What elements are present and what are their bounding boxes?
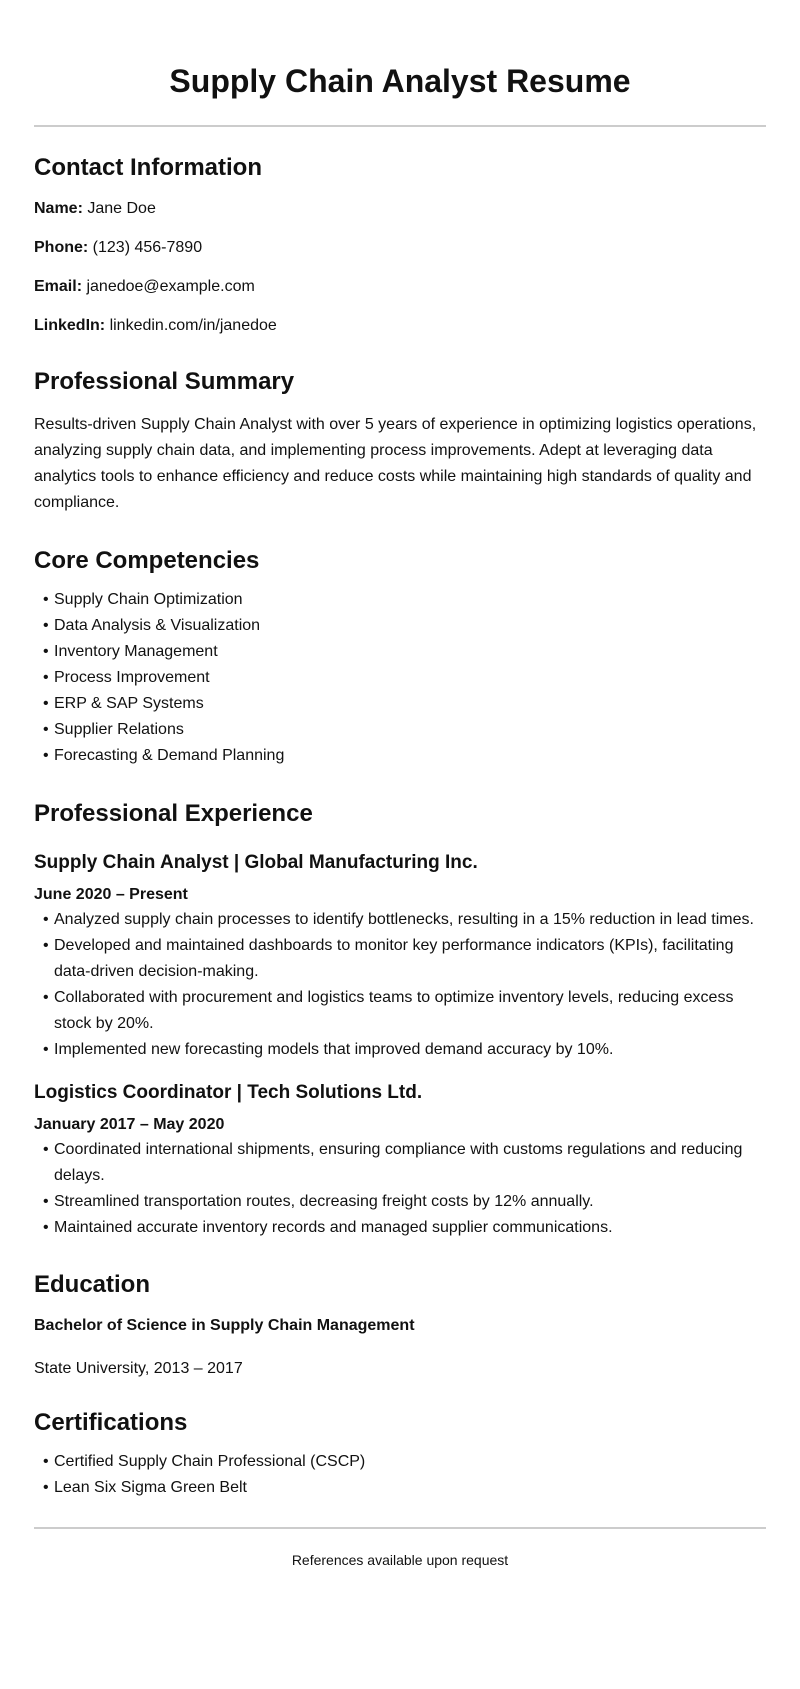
education-heading: Education — [34, 1271, 151, 1298]
email-label: Email: — [34, 278, 83, 295]
job-entry — [34, 1063, 766, 1241]
footer-divider — [34, 1527, 766, 1529]
linkedin-label: LinkedIn: — [34, 317, 106, 334]
page-title: Supply Chain Analyst Resume — [169, 63, 631, 99]
list-item: • Process Improvement — [54, 665, 766, 691]
degree-title: Bachelor of Science in Supply Chain Management — [34, 1317, 415, 1334]
competencies-section — [34, 516, 766, 769]
job-title: Logistics Coordinator | Tech Solutions Ltd. — [34, 1082, 423, 1103]
summary-section — [34, 336, 766, 516]
contact-phone — [34, 238, 766, 258]
list-item: • Data Analysis & Visualization — [54, 613, 766, 639]
experience-heading: Professional Experience — [34, 800, 313, 827]
job-bullets — [34, 1137, 766, 1241]
list-item: • Streamlined transportation routes, decreasing freight costs by 12% annually. — [54, 1189, 766, 1215]
list-item: • Collaborated with procurement and logistics teams to optimize inventory levels, reducing excess stock by 20%. — [54, 985, 766, 1037]
job-title: Supply Chain Analyst | Global Manufacturing Inc. — [34, 852, 478, 873]
job-bullets — [34, 907, 766, 1063]
list-item: • Supplier Relations — [54, 717, 766, 743]
name-value: Jane Doe — [87, 200, 156, 217]
competencies-list — [34, 587, 766, 769]
list-item: • Certified Supply Chain Professional (CSCP) — [54, 1449, 766, 1475]
job-entry — [34, 829, 766, 1063]
summary-text: Results-driven Supply Chain Analyst with over 5 years of experience in optimizing logistics operations, analyzing supply chain data, and implementing process improvements. Adept at leveraging data analytics tools to enhance efficiency and reduce costs while maintaining high standards of quality and compliance. — [34, 416, 757, 511]
contact-heading: Contact Information — [34, 154, 262, 181]
list-item: • ERP & SAP Systems — [54, 691, 766, 717]
list-item: • Lean Six Sigma Green Belt — [54, 1475, 766, 1501]
footer-note: References available upon request — [291, 1552, 509, 1568]
list-item: • Maintained accurate inventory records and managed supplier communications. — [54, 1215, 766, 1241]
list-item: • Analyzed supply chain processes to identify bottlenecks, resulting in a 15% reduction in lead times. — [54, 907, 766, 933]
linkedin-value: linkedin.com/in/janedoe — [109, 317, 277, 334]
phone-label: Phone: — [34, 239, 89, 256]
contact-name — [34, 199, 766, 219]
email-value: janedoe@example.com — [86, 278, 255, 295]
summary-heading: Professional Summary — [34, 368, 295, 395]
job-dates: January 2017 – May 2020 — [34, 1116, 225, 1133]
list-item: • Supply Chain Optimization — [54, 587, 766, 613]
experience-section — [34, 769, 766, 1241]
list-item: • Coordinated international shipments, ensuring compliance with customs regulations and reducing delays. — [54, 1137, 766, 1189]
certifications-list — [34, 1449, 766, 1501]
certifications-heading: Certifications — [34, 1409, 188, 1436]
list-item: • Forecasting & Demand Planning — [54, 743, 766, 769]
job-dates: June 2020 – Present — [34, 886, 188, 903]
contact-linkedin — [34, 316, 766, 336]
school-info: State University, 2013 – 2017 — [34, 1360, 243, 1377]
certifications-section — [34, 1379, 766, 1501]
contact-email — [34, 277, 766, 297]
list-item: • Implemented new forecasting models that improved demand accuracy by 10%. — [54, 1037, 766, 1063]
competencies-heading: Core Competencies — [34, 547, 260, 574]
education-section — [34, 1241, 766, 1379]
name-label: Name: — [34, 200, 83, 217]
list-item: • Developed and maintained dashboards to monitor key performance indicators (KPIs), facilitating data-driven decision-making. — [54, 933, 766, 985]
list-item: • Inventory Management — [54, 639, 766, 665]
phone-value: (123) 456-7890 — [92, 239, 203, 256]
contact-section — [34, 127, 766, 336]
